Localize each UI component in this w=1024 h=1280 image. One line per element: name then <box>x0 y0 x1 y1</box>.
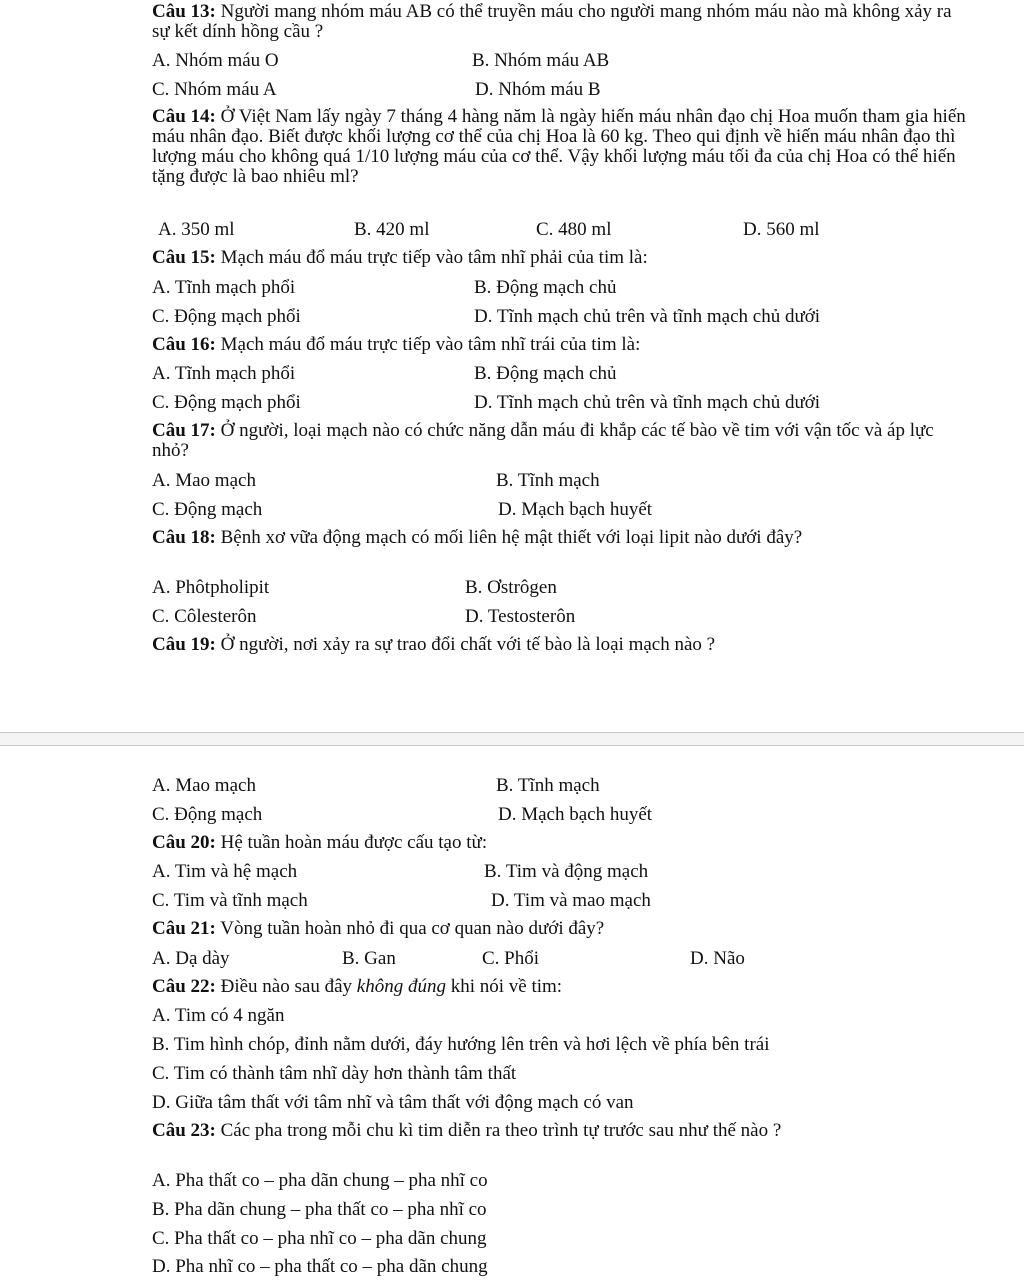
q13-option-a: A. Nhóm máu O <box>152 50 279 71</box>
question-13-text: Người mang nhóm máu AB có thể truyền máu cho người mang nhóm máu nào mà không xảy ra sự kết dính hồng cầu ? <box>152 1 952 42</box>
question-23-label: Câu 23: <box>152 1120 216 1141</box>
q23-option-d: D. Pha nhĩ co – pha thất co – pha dãn chung <box>152 1256 488 1277</box>
q14-option-b: B. 420 ml <box>354 219 430 240</box>
question-17-text: Ở người, loại mạch nào có chức năng dẫn máu đi khắp các tế bào về tim với vận tốc và áp lực nhỏ? <box>152 420 934 461</box>
question-22-text-before: Điều nào sau đây <box>220 976 353 997</box>
q19-option-d: D. Mạch bạch huyết <box>498 804 653 825</box>
q16-option-d: D. Tĩnh mạch chủ trên và tĩnh mạch chủ dưới <box>474 392 821 413</box>
question-23-text: Các pha trong mỗi chu kì tim diễn ra theo trình tự trước sau như thế nào ? <box>220 1120 782 1141</box>
question-22 <box>152 977 972 997</box>
question-20 <box>152 833 972 853</box>
q21-option-a: A. Dạ dày <box>152 948 230 969</box>
question-16 <box>152 335 972 355</box>
question-21-label: Câu 21: <box>152 918 216 939</box>
q23-option-c: C. Pha thất co – pha nhĩ co – pha dãn chung <box>152 1228 487 1249</box>
q16-option-c: C. Động mạch phổi <box>152 392 301 413</box>
question-19 <box>152 635 972 655</box>
question-21 <box>152 919 972 939</box>
question-18 <box>152 528 972 548</box>
q19-option-b: B. Tĩnh mạch <box>496 775 600 796</box>
q17-option-a: A. Mao mạch <box>152 470 256 491</box>
q14-option-c: C. 480 ml <box>536 219 612 240</box>
q20-option-a: A. Tim và hệ mạch <box>152 861 298 882</box>
question-15-text: Mạch máu đổ máu trực tiếp vào tâm nhĩ phải của tim là: <box>220 247 648 268</box>
q18-option-c: C. Côlesterôn <box>152 606 257 627</box>
q16-option-a: A. Tĩnh mạch phổi <box>152 363 296 384</box>
q20-option-d: D. Tim và mao mạch <box>491 890 651 911</box>
q18-option-a: A. Phôtpholipit <box>152 577 270 598</box>
q18-option-b: B. Ơstrôgen <box>465 577 557 598</box>
page-break-divider <box>0 732 1024 746</box>
q16-option-b: B. Động mạch chủ <box>474 363 617 384</box>
question-13-label: Câu 13: <box>152 1 216 22</box>
question-23 <box>152 1121 972 1141</box>
question-17-label: Câu 17: <box>152 420 216 441</box>
q22-option-b: B. Tim hình chóp, đỉnh nằm dưới, đáy hướng lên trên và hơi lệch về phía bên trái <box>152 1034 770 1055</box>
q14-option-d: D. 560 ml <box>743 219 820 240</box>
q20-option-c: C. Tim và tĩnh mạch <box>152 890 308 911</box>
q15-option-b: B. Động mạch chủ <box>474 277 617 298</box>
question-22-text-italic: không đúng <box>356 976 446 997</box>
question-13 <box>152 2 972 42</box>
q14-option-a: A. 350 ml <box>158 219 235 240</box>
question-15 <box>152 248 972 268</box>
question-14-text: Ở Việt Nam lấy ngày 7 tháng 4 hàng năm là ngày hiến máu nhân đạo chị Hoa muốn tham gia hiến máu nhân đạo. Biết được khối lượng cơ thể của chị Hoa là 60 kg. Theo qui định về hiến máu nhân đạo thì lượng máu cho không quá 1/10 lượng máu của cơ thể. Vậy khối lượng máu tối đa của chị Hoa có thể hiến tặng được là bao nhiêu ml? <box>152 106 966 187</box>
q23-option-a: A. Pha thất co – pha dãn chung – pha nhĩ co <box>152 1170 488 1191</box>
q18-option-d: D. Testosterôn <box>465 606 576 627</box>
document-page-2 <box>0 746 1024 1280</box>
q21-option-d: D. Não <box>690 948 745 969</box>
q20-option-b: B. Tim và động mạch <box>484 861 649 882</box>
question-14-label: Câu 14: <box>152 106 216 127</box>
q22-option-a: A. Tim có 4 ngăn <box>152 1005 285 1026</box>
question-17 <box>152 421 972 461</box>
question-20-label: Câu 20: <box>152 832 216 853</box>
q17-option-d: D. Mạch bạch huyết <box>498 499 653 520</box>
q15-option-a: A. Tĩnh mạch phổi <box>152 277 296 298</box>
question-16-label: Câu 16: <box>152 334 216 355</box>
q21-option-b: B. Gan <box>342 948 396 969</box>
question-22-text-after: khi nói về tim: <box>450 976 563 997</box>
q19-option-a: A. Mao mạch <box>152 775 256 796</box>
question-19-label: Câu 19: <box>152 634 216 655</box>
question-22-label: Câu 22: <box>152 976 216 997</box>
question-21-text: Vòng tuần hoàn nhỏ đi qua cơ quan nào dưới đây? <box>220 918 605 939</box>
question-15-label: Câu 15: <box>152 247 216 268</box>
question-19-text: Ở người, nơi xảy ra sự trao đổi chất với tế bào là loại mạch nào ? <box>220 634 716 655</box>
q15-option-c: C. Động mạch phổi <box>152 306 301 327</box>
q13-option-c: C. Nhóm máu A <box>152 79 277 100</box>
q21-option-c: C. Phổi <box>482 948 540 969</box>
q13-option-d: D. Nhóm máu B <box>475 79 601 100</box>
question-16-text: Mạch máu đổ máu trực tiếp vào tâm nhĩ trái của tim là: <box>220 334 641 355</box>
q22-option-d: D. Giữa tâm thất với tâm nhĩ và tâm thất với động mạch có van <box>152 1092 634 1113</box>
q19-option-c: C. Động mạch <box>152 804 263 825</box>
q22-option-c: C. Tim có thành tâm nhĩ dày hơn thành tâm thất <box>152 1063 517 1084</box>
q17-option-b: B. Tĩnh mạch <box>496 470 600 491</box>
question-18-text: Bệnh xơ vữa động mạch có mối liên hệ mật thiết với loại lipit nào dưới đây? <box>220 527 803 548</box>
question-14 <box>152 107 972 187</box>
question-20-text: Hệ tuần hoàn máu được cấu tạo từ: <box>220 832 488 853</box>
q23-option-b: B. Pha dãn chung – pha thất co – pha nhĩ co <box>152 1199 487 1220</box>
q15-option-d: D. Tĩnh mạch chủ trên và tĩnh mạch chủ dưới <box>474 306 821 327</box>
q13-option-b: B. Nhóm máu AB <box>472 50 610 71</box>
question-18-label: Câu 18: <box>152 527 216 548</box>
q17-option-c: C. Động mạch <box>152 499 263 520</box>
